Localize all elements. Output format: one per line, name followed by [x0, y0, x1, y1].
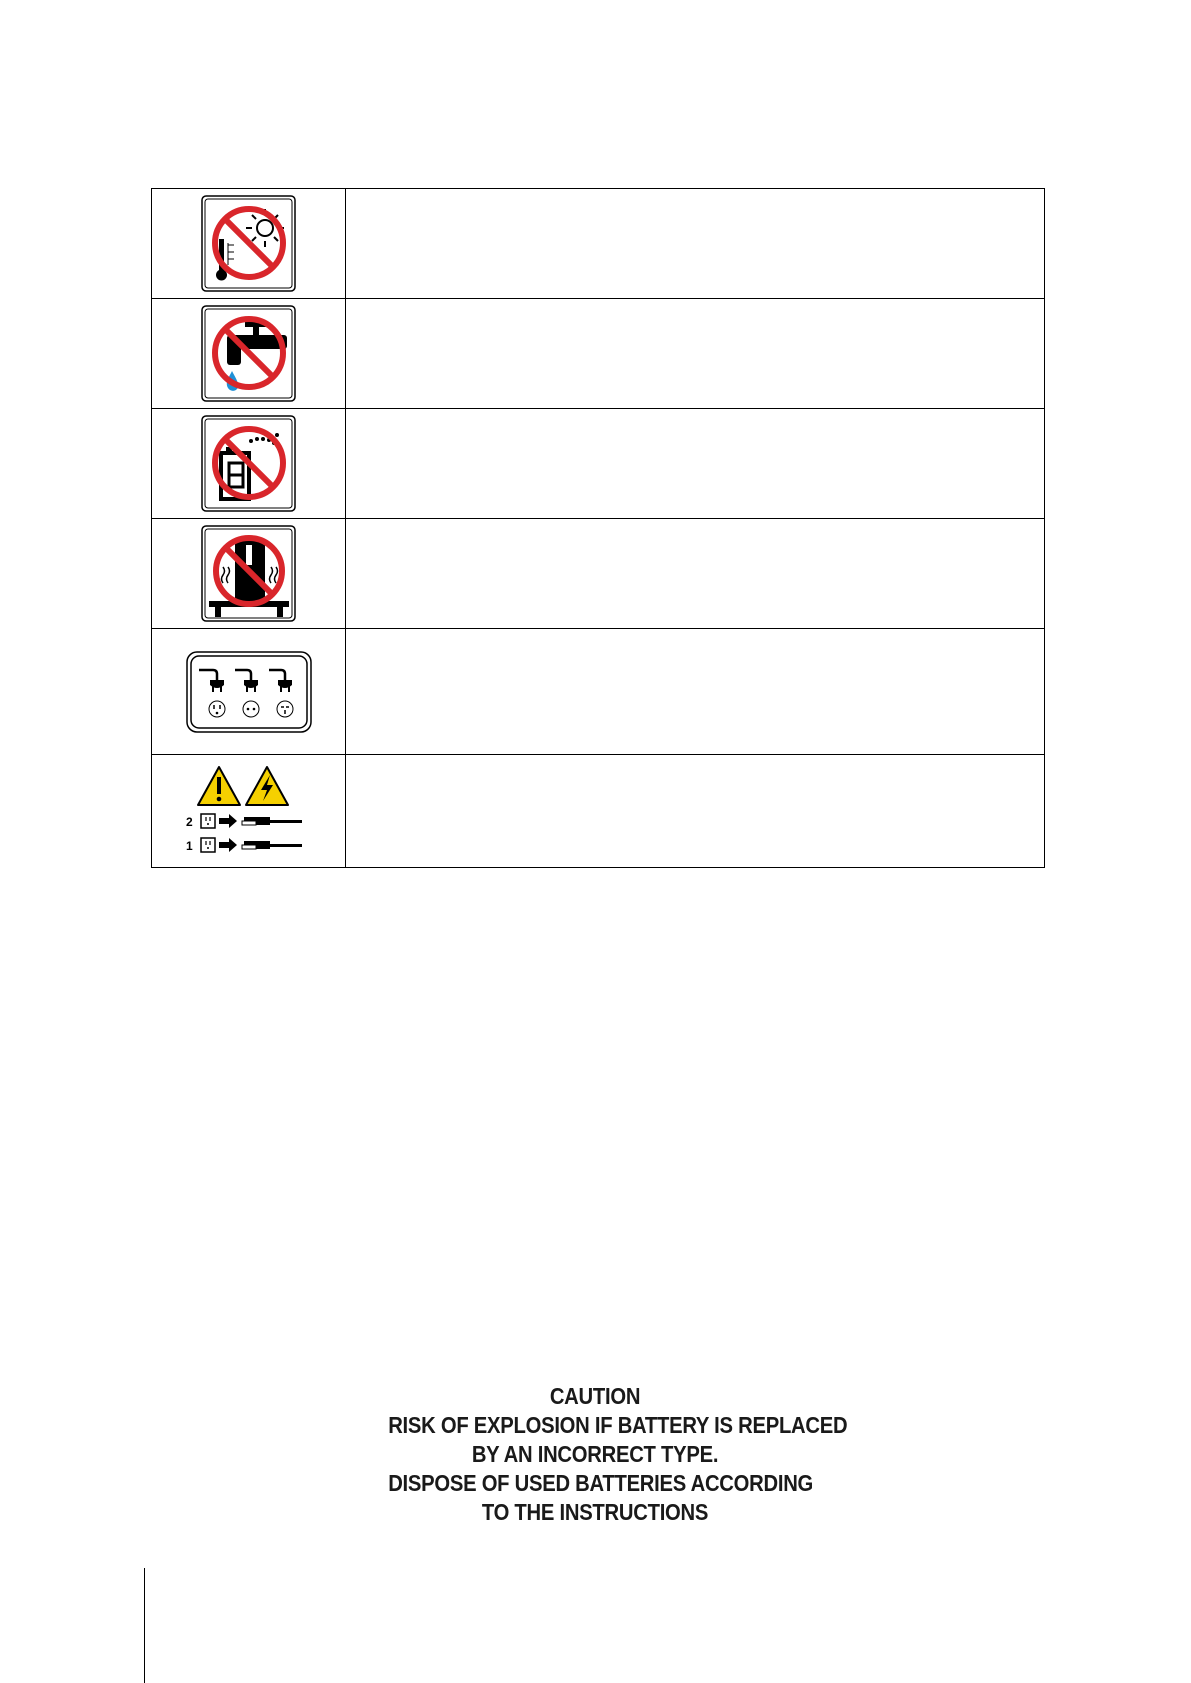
outlet-2-label: 2	[185, 815, 193, 829]
safety-row	[152, 299, 1045, 409]
safety-row	[152, 409, 1045, 519]
disconnect-power-warning-icon	[184, 763, 314, 859]
safety-row	[152, 629, 1045, 755]
caution-line: RISK OF EXPLOSION IF BATTERY IS REPLACED	[388, 1412, 848, 1438]
caution-line: TO THE INSTRUCTIONS	[481, 1499, 709, 1525]
caution-line: DISPOSE OF USED BATTERIES ACCORDING	[388, 1470, 814, 1496]
safety-icon-cell	[152, 755, 346, 868]
no-water-faucet-icon	[201, 305, 297, 403]
safety-icon-cell	[152, 409, 346, 519]
safety-row	[152, 189, 1045, 299]
safety-description	[346, 629, 1045, 755]
safety-description	[346, 299, 1045, 409]
safety-row	[152, 519, 1045, 629]
safety-icon-cell	[152, 629, 346, 755]
battery-caution-label	[360, 1382, 848, 1527]
safety-description	[346, 409, 1045, 519]
safety-icon-cell	[152, 189, 346, 299]
safety-description	[346, 755, 1045, 868]
caution-title: CAUTION	[549, 1383, 641, 1409]
safety-description	[346, 519, 1045, 629]
grounded-outlets-icon	[185, 650, 313, 734]
no-heater-icon	[201, 525, 297, 623]
safety-icon-cell	[152, 299, 346, 409]
no-heat-sunlight-icon	[201, 195, 297, 293]
no-battery-fire-icon	[201, 415, 297, 513]
page-margin-rule	[144, 1568, 145, 1683]
caution-line: BY AN INCORRECT TYPE.	[471, 1441, 719, 1467]
safety-icon-cell	[152, 519, 346, 629]
safety-symbols-table	[151, 188, 1045, 868]
safety-row	[152, 755, 1045, 868]
outlet-1-label: 1	[185, 839, 193, 853]
safety-description	[346, 189, 1045, 299]
